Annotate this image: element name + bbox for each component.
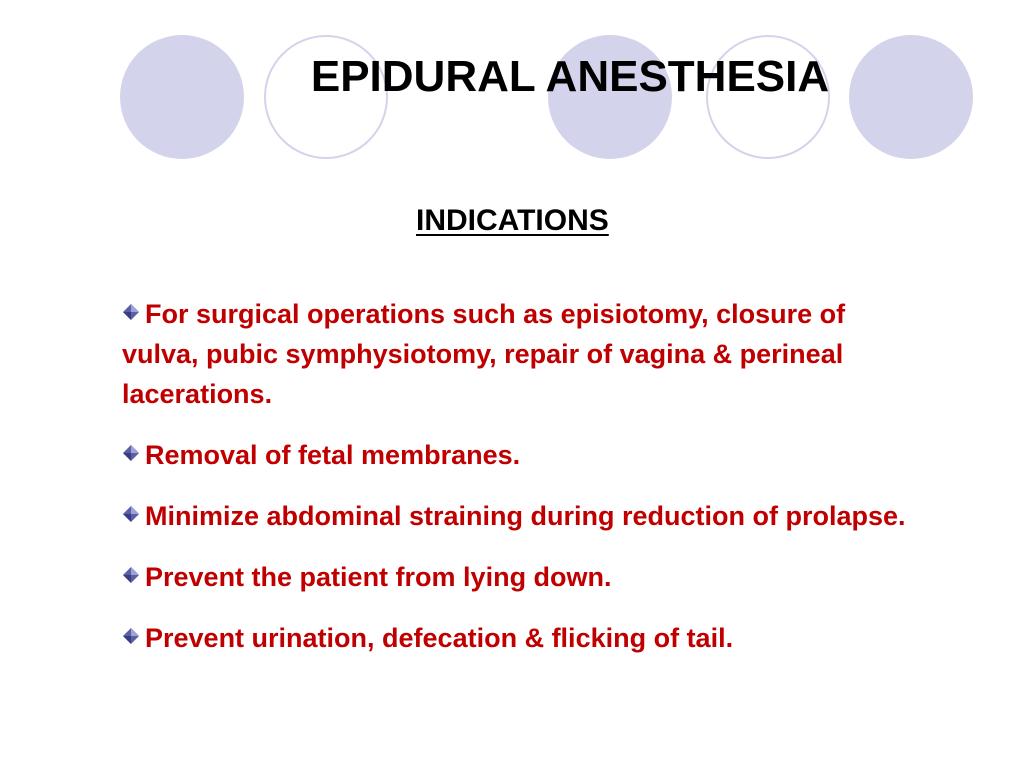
bullet-text: Removal of fetal membranes. [145, 440, 521, 470]
bullet-list [122, 294, 922, 679]
bullet-item [122, 496, 922, 536]
bullet-text: Prevent urination, defecation & flicking of tail. [145, 623, 734, 653]
bullet-text: Minimize abdominal straining during reduction of prolapse. [145, 501, 906, 531]
bullet-item [122, 618, 922, 658]
diamond-bullet-icon [122, 303, 140, 321]
bullet-item [122, 294, 922, 414]
decorative-circle-1 [120, 35, 244, 159]
diamond-bullet-icon [122, 505, 140, 523]
diamond-bullet-icon [122, 566, 140, 584]
bullet-text: Prevent the patient from lying down. [145, 562, 612, 592]
bullet-item [122, 435, 922, 475]
slide-title: EPIDURAL ANESTHESIA [310, 52, 830, 101]
diamond-bullet-icon [122, 444, 140, 462]
slide-subtitle: INDICATIONS [416, 204, 609, 237]
bullet-item [122, 557, 922, 597]
diamond-bullet-icon [122, 627, 140, 645]
bullet-text: For surgical operations such as episiotomy, closure of vulva, pubic symphysiotomy, repair of vagina & perineal lacerations. [122, 299, 846, 409]
